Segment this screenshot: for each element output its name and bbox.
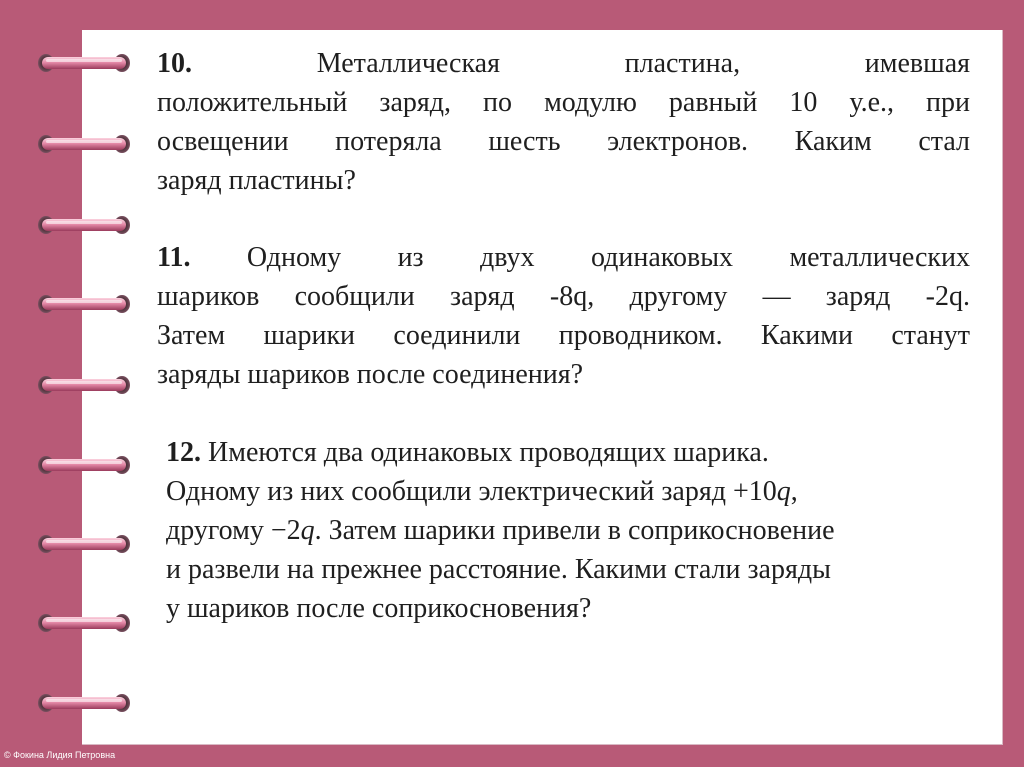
binding-ring-icon	[36, 531, 132, 557]
problem-11-line-3: Затем шарики соединили проводником. Какими станут	[157, 320, 970, 351]
problem-11-line-2: шариков сообщили заряд -8q, другому — заряд -2q.	[157, 281, 970, 312]
problem-12-line-2: Одному из них сообщили электрический заряд +10q,	[166, 476, 798, 507]
problem-10-line-3: освещении потеряла шесть электронов. Каким стал	[157, 126, 970, 157]
problem-11-line-4: заряды шариков после соединения?	[157, 359, 584, 390]
binding-ring-icon	[36, 690, 132, 716]
binding-ring-icon	[36, 212, 132, 238]
problem-10-line-2: положительный заряд, по модулю равный 10 у.е., при	[157, 87, 970, 118]
binding-ring-icon	[36, 50, 132, 76]
binding-ring-icon	[36, 291, 132, 317]
problem-10	[157, 44, 970, 200]
binding-ring-icon	[36, 610, 132, 636]
copyright-footer: © Фокина Лидия Петровна	[4, 750, 116, 760]
problem-12	[166, 433, 986, 628]
problem-number: 11.	[157, 242, 191, 273]
problem-12-line-4: и развели на прежнее расстояние. Какими стали заряды	[166, 554, 831, 585]
problem-11	[157, 238, 970, 394]
problem-12-line-5: у шариков после соприкосновения?	[166, 593, 592, 624]
problem-10-line-4: заряд пластины?	[157, 165, 356, 196]
problem-12-line-1: 12. Имеются два одинаковых проводящих шарика.	[166, 437, 769, 468]
problem-12-line-3: другому −2q. Затем шарики привели в соприкосновение	[166, 515, 835, 546]
problem-10-line-1: 10. Металлическая пластина, имевшая	[157, 48, 971, 79]
binding-ring-icon	[36, 452, 132, 478]
binding-ring-icon	[36, 131, 132, 157]
problem-number: 10.	[157, 48, 192, 79]
spiral-binding	[0, 0, 140, 767]
problem-11-line-1: 11. Одному из двух одинаковых металлических	[157, 242, 970, 273]
problem-number: 12.	[166, 437, 201, 468]
binding-ring-icon	[36, 372, 132, 398]
